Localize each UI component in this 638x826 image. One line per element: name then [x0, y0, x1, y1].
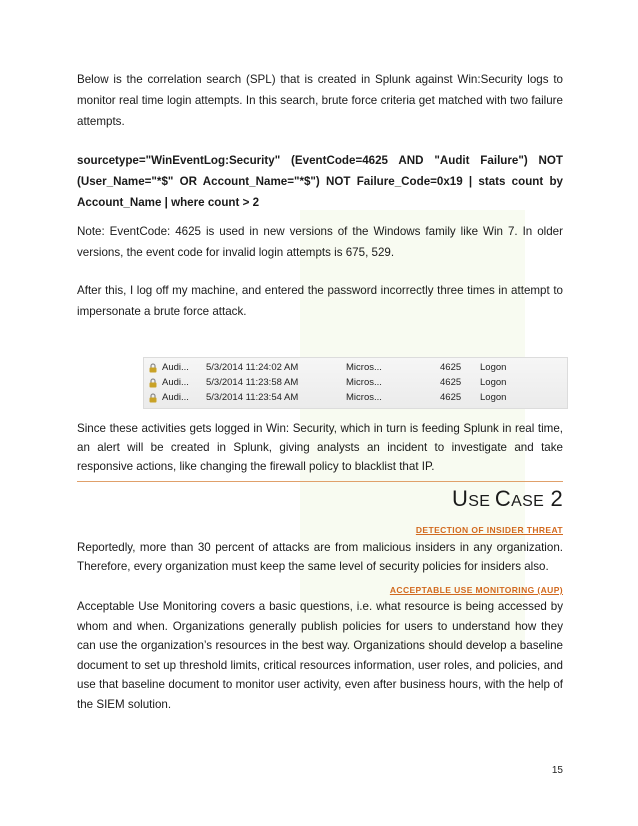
intro-paragraph: Below is the correlation search (SPL) that is created in Splunk against Win:Security logs to monitor real time login attempts. In this search, brute force criteria get matched with two failure attempts.	[77, 73, 563, 128]
padlock-icon	[148, 378, 158, 388]
aup-paragraph: Acceptable Use Monitoring covers a basic questions, i.e. what resource is being accessed by whom and when. Organizations generally publish policies for users to understand how they can use the organization’s resources in the best way. Organizations should develop a baseline document to set up threshold limits, critical resources information, user roles, and policies, and use that baseline document to monitor user activity, even after business hours, with the help of the SIEM solution.	[77, 600, 563, 711]
page-number: 15	[551, 765, 563, 776]
heading-case-rest: ASE	[511, 493, 545, 510]
log-row	[144, 361, 567, 375]
heading-small-caps: SE	[468, 493, 495, 510]
log-category: Logon	[480, 362, 507, 373]
padlock-icon	[148, 393, 158, 403]
padlock-icon	[148, 363, 158, 373]
log-event-id: 4625	[440, 377, 462, 388]
log-source: Micros...	[346, 392, 382, 403]
log-row	[144, 376, 567, 390]
log-date: 5/3/2014 11:23:58 AM	[206, 377, 299, 388]
note-paragraph: Note: EventCode: 4625 is used in new versions of the Windows family like Win 7. In older versions, the event code for invalid login attempts is 675, 529.	[77, 225, 563, 259]
log-source: Micros...	[346, 377, 382, 388]
since-paragraph: Since these activities gets logged in Win: Security, which in turn is feeding Splunk in real time, an alert will be created in Splunk, giving analysts an incident to investigate and take responsive actions, like changing the firewall policy to blacklist that IP.	[77, 422, 563, 473]
log-date: 5/3/2014 11:24:02 AM	[206, 362, 299, 373]
heading-case-c: C	[494, 486, 512, 511]
section-heading	[452, 486, 563, 512]
log-date: 5/3/2014 11:23:54 AM	[206, 392, 299, 403]
log-name: Audi...	[162, 392, 189, 403]
log-event-id: 4625	[440, 392, 462, 403]
subheading-insider-threat: DETECTION OF INSIDER THREAT	[415, 525, 563, 535]
log-row	[144, 391, 567, 405]
insider-paragraph: Reportedly, more than 30 percent of attacks are from malicious insiders in any organization. Therefore, every organization must keep the same level of security policies for insiders also.	[77, 541, 563, 573]
subheading-aup: ACCEPTABLE USE MONITORING (AUP)	[389, 585, 563, 595]
heading-first-letter: U	[452, 486, 469, 511]
log-source: Micros...	[346, 362, 382, 373]
section-divider	[77, 481, 563, 482]
event-log-screenshot	[143, 357, 568, 409]
log-category: Logon	[480, 392, 507, 403]
log-name: Audi...	[162, 362, 189, 373]
log-event-id: 4625	[440, 362, 462, 373]
log-name: Audi...	[162, 377, 189, 388]
spl-query: sourcetype="WinEventLog:Security" (EventCode=4625 AND "Audit Failure") NOT (User_Name="*$" OR Account_Name="*$") NOT Failure_Code=0x19 | stats count by Account_Name | where count > 2	[77, 154, 563, 209]
log-category: Logon	[480, 377, 507, 388]
heading-number: 2	[544, 486, 563, 511]
after-paragraph: After this, I log off my machine, and entered the password incorrectly three times in attempt to impersonate a brute force attack.	[77, 284, 563, 318]
